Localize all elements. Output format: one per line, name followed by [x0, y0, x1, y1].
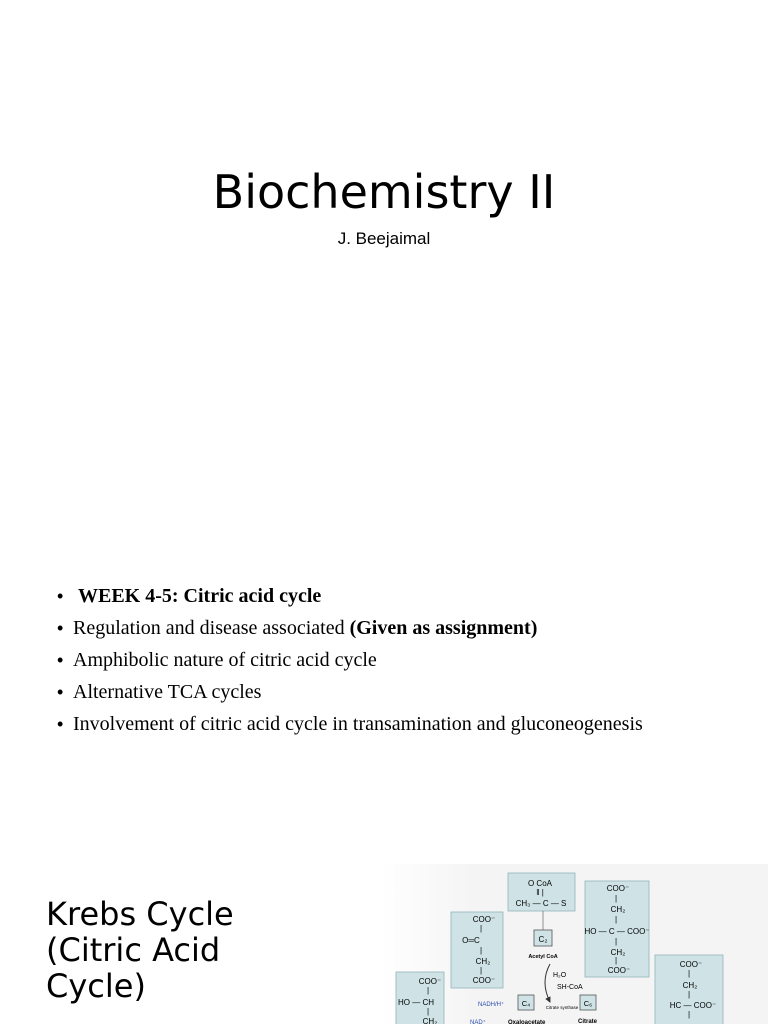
acetyl-coa-label: Acetyl CoA — [528, 954, 558, 960]
struct-text: | — [614, 915, 618, 924]
bullet-text: Regulation and disease associated — [73, 617, 350, 639]
bullet-text: Alternative TCA cycles — [73, 681, 262, 703]
citrate-label: Citrate — [578, 1019, 598, 1024]
struct-text: | — [687, 990, 691, 999]
struct-text: CH₂ — [610, 905, 626, 914]
struct-text: | — [426, 986, 430, 995]
author-name: J. Beejaimal — [337, 229, 431, 248]
list-item — [56, 616, 676, 640]
krebs-title-line: Cycle) — [46, 967, 146, 1005]
topics-slide — [0, 576, 768, 864]
struct-text: COO⁻ — [472, 915, 496, 924]
struct-text: HO — C — COO⁻ — [584, 927, 650, 936]
assignment-note: (Given as assignment) — [349, 617, 538, 639]
struct-text: COO⁻ — [607, 966, 631, 975]
acetyl-top-label: O CoA — [527, 879, 553, 888]
struct-text: | — [687, 1010, 691, 1019]
struct-text: HO — CH — [398, 998, 434, 1007]
acetyl-formula: CH₃ — C — S — [515, 899, 567, 908]
list-item — [56, 648, 676, 672]
nad-label: NAD⁺ — [470, 1020, 486, 1024]
struct-text: | — [479, 946, 483, 955]
c6-label: C₆ — [583, 999, 593, 1008]
topic-list — [56, 584, 676, 744]
acetyl-bond-label: ‖ | — [536, 888, 544, 897]
struct-text: | — [479, 966, 483, 975]
bullet-text: Amphibolic nature of citric acid cycle — [73, 649, 377, 671]
struct-text: CH₂ — [422, 1017, 438, 1024]
struct-text: | — [614, 956, 618, 965]
struct-text: | — [479, 924, 483, 933]
struct-text: CH₂ — [682, 981, 698, 990]
blank-slide — [0, 288, 768, 576]
struct-text: O═C — [462, 936, 480, 945]
sh-coa-label: SH-CoA — [557, 984, 583, 991]
krebs-title-line: Krebs Cycle — [46, 895, 234, 933]
struct-text: HC — COO⁻ — [669, 1001, 717, 1010]
struct-text: | — [687, 969, 691, 978]
citrate-synthase-label: Citrate synthase — [545, 1005, 579, 1010]
krebs-title-line: (Citric Acid — [46, 931, 221, 969]
struct-text: COO⁻ — [472, 976, 496, 985]
title-slide — [0, 0, 768, 288]
struct-text: COO⁻ — [679, 960, 703, 969]
struct-text: | — [614, 937, 618, 946]
list-item — [56, 712, 676, 736]
list-item — [56, 680, 676, 704]
krebs-cycle-diagram — [380, 864, 768, 1024]
c4-label: C₄ — [521, 999, 531, 1008]
struct-text: COO⁻ — [606, 884, 630, 893]
h2o-label: H₂O — [553, 972, 567, 979]
oxaloacetate-label: Oxaloacetate — [508, 1020, 546, 1024]
struct-text: | — [614, 894, 618, 903]
c2-label: C₂ — [538, 935, 548, 944]
krebs-slide — [0, 864, 768, 1024]
nadh-label: NADH/H⁺ — [478, 1002, 505, 1008]
presentation-title: Biochemistry II — [212, 165, 556, 219]
list-item — [56, 584, 676, 608]
krebs-title — [46, 896, 234, 1004]
bullet-text: Involvement of citric acid cycle in transamination and gluconeogenesis — [73, 713, 643, 735]
week-heading: WEEK 4-5: Citric acid cycle — [78, 585, 322, 607]
struct-text: CH₂ — [610, 948, 626, 957]
struct-text: | — [426, 1007, 430, 1016]
struct-text: CH₂ — [475, 957, 491, 966]
struct-text: COO⁻ — [418, 977, 442, 986]
